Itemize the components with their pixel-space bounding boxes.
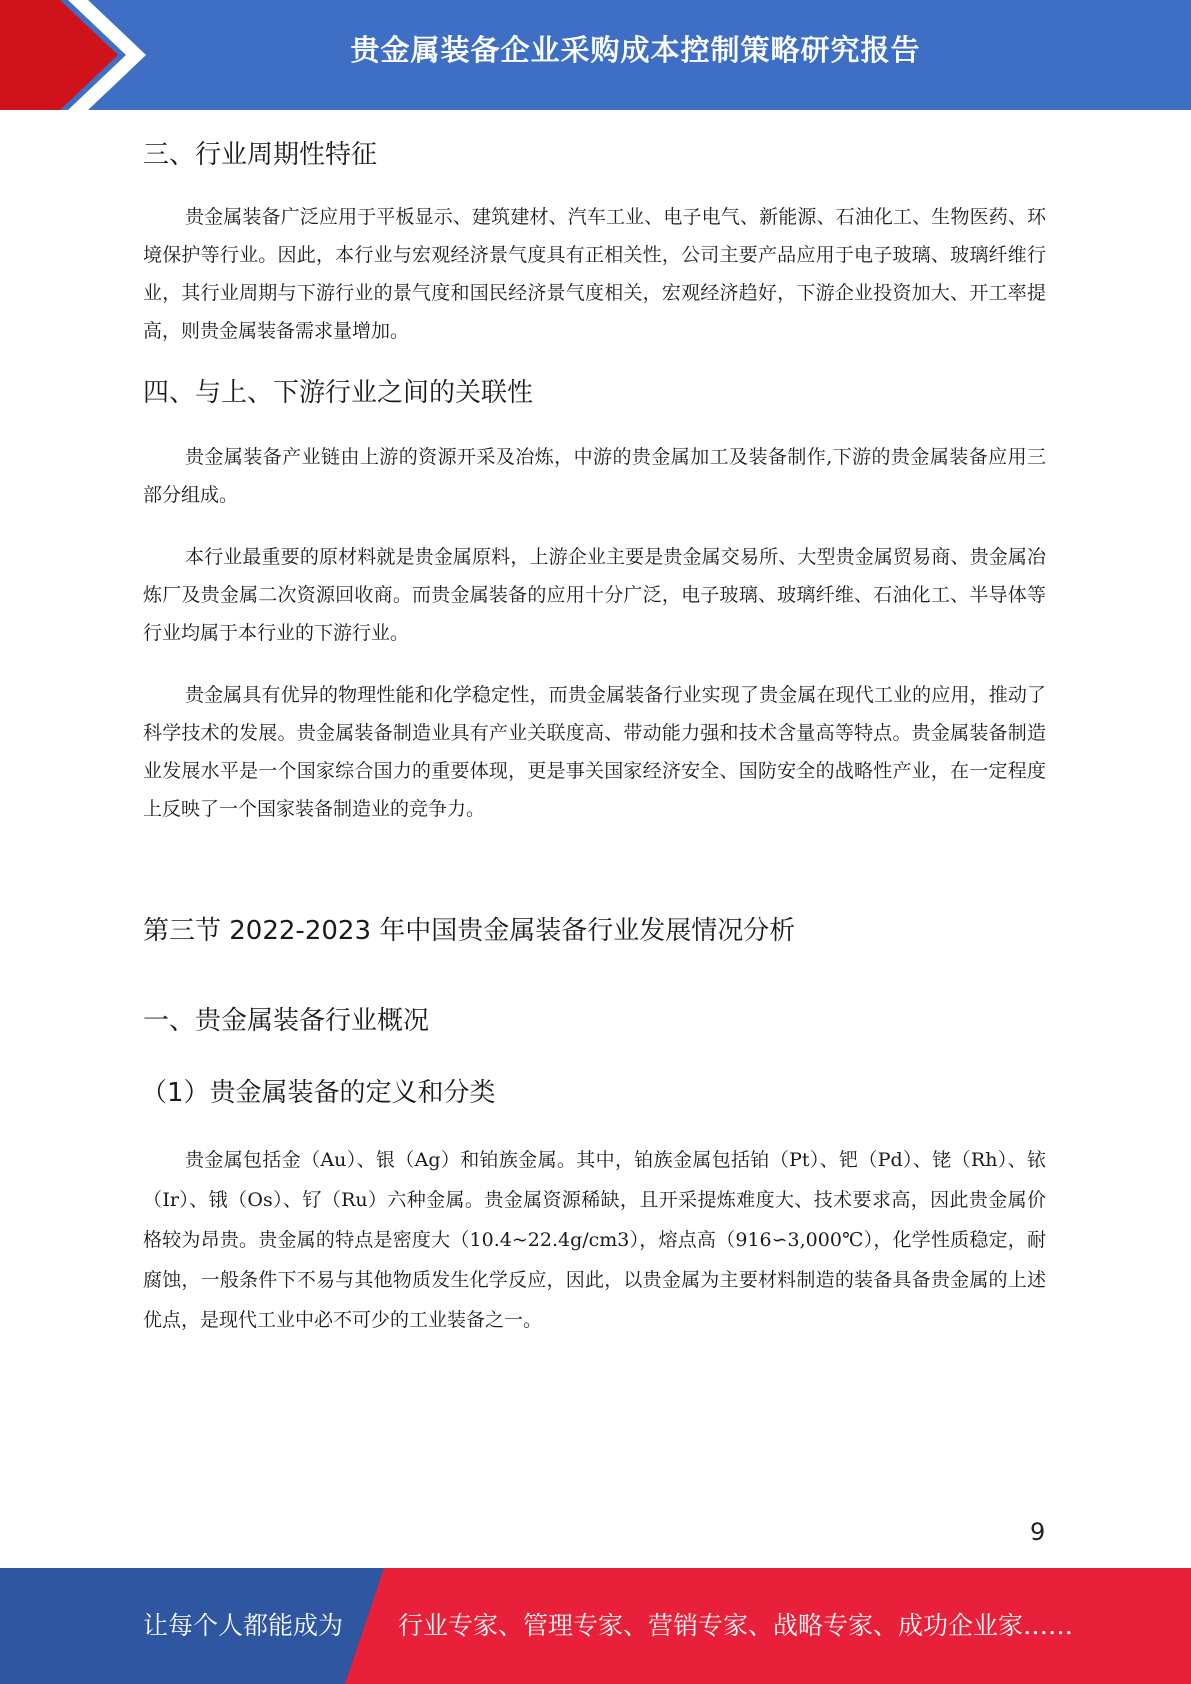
header-chevron-decoration <box>0 0 150 110</box>
footer-slogan-left: 让每个人都能成为 <box>143 1611 344 1640</box>
paragraph-strategic-importance: 贵金属具有优异的物理性能和化学稳定性，而贵金属装备行业实现了贵金属在现代工业的应用，推动了科学技术的发展。贵金属装备制造业具有产业关联度高、带动能力强和技术含量高等特点。贵金属装备制造业发展水平是一个国家综合国力的重要体现，更是事关国家经济安全、国防安全的战略性产业，在一定程度上反映了一个国家装备制造业的竞争力。 <box>143 684 1046 820</box>
paragraph-raw-materials: 本行业最重要的原材料就是贵金属原料，上游企业主要是贵金属交易所、大型贵金属贸易商、贵金属冶炼厂及贵金属二次资源回收商。而贵金属装备的应用十分广泛，电子玻璃、玻璃纤维、石油化工、半导体等行业均属于本行业的下游行业。 <box>143 546 1046 644</box>
header-banner <box>0 0 1191 110</box>
footer-banner <box>0 1568 1191 1684</box>
report-title: 贵金属装备企业采购成本控制策略研究报告 <box>350 33 921 67</box>
footer-slogan-right: 行业专家、管理专家、营销专家、战略专家、成功企业家…… <box>398 1611 1074 1640</box>
paragraph-industry-chain: 贵金属装备产业链由上游的资源开采及冶炼，中游的贵金属加工及装备制作,下游的贵金属装备应用三部分组成。 <box>143 446 1046 506</box>
paragraph-cyclical: 贵金属装备广泛应用于平板显示、建筑建材、汽车工业、电子电气、新能源、石油化工、生物医药、环境保护等行业。因此，本行业与宏观经济景气度具有正相关性，公司主要产品应用于电子玻璃、玻璃纤维行业，其行业周期与下游行业的景气度和国民经济景气度相关，宏观经济趋好，下游企业投资加大、开工率提高，则贵金属装备需求量增加。 <box>143 206 1046 342</box>
subsection-heading-definition: （1）贵金属装备的定义和分类 <box>141 1078 496 1108</box>
section-heading-overview: 一、贵金属装备行业概况 <box>143 1006 430 1036</box>
section-heading-upstream-downstream: 四、与上、下游行业之间的关联性 <box>143 378 534 408</box>
section-heading-cyclical: 三、行业周期性特征 <box>143 140 378 170</box>
paragraph-definition: 贵金属包括金（Au）、银（Ag）和铂族金属。其中，铂族金属包括铂（Pt）、钯（Pd）、铑（Rh）、铱（Ir）、锇（Os）、钌（Ru）六种金属。贵金属资源稀缺，且开采提炼难度大、技术要求高，因此贵金属价格较为昂贵。贵金属的特点是密度大（10.4~22.4g/cm3），熔点高（916∽3,000℃），化学性质稳定，耐腐蚀，一般条件下不易与其他物质发生化学反应，因此，以贵金属为主要材料制造的装备具备贵金属的上述优点，是现代工业中必不可少的工业装备之一。 <box>143 1149 1046 1331</box>
chapter-heading: 第三节 2022-2023 年中国贵金属装备行业发展情况分析 <box>143 916 796 946</box>
page-number: 9 <box>1030 1518 1046 1546</box>
